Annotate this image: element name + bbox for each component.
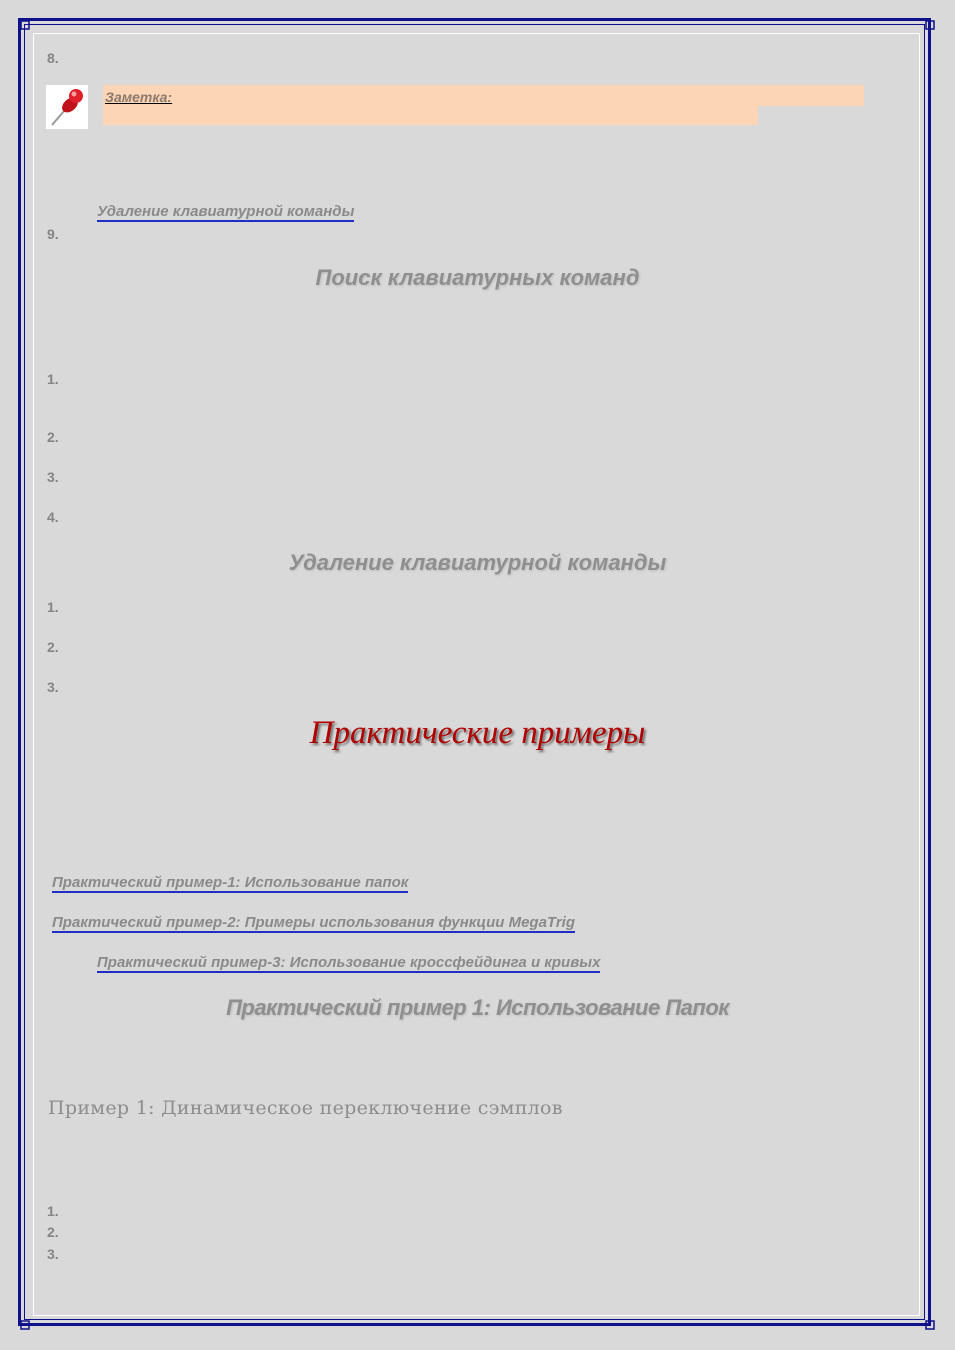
corner-ornament-icon [925,20,935,30]
list-number: 3. [47,1246,59,1262]
list-number: 8. [47,50,59,66]
link-example-3[interactable]: Практический пример-3: Использование кроссфейдинга и кривых [97,954,601,971]
subheading-example-1: Пример 1: Динамическое переключение сэмплов [48,1097,563,1119]
list-number: 9. [47,226,59,242]
list-number: 3. [47,679,59,695]
list-number: 2. [47,1224,59,1240]
heading-example-1: Практический пример 1: Использование Папок [226,995,729,1020]
note-label: Заметка: [105,89,173,105]
list-number: 1. [47,371,59,387]
list-number: 1. [47,599,59,615]
heading-delete-command: Удаление клавиатурной команды [288,550,667,575]
heading-search-commands: Поиск клавиатурных команд [315,265,640,290]
corner-ornament-icon [20,1320,30,1330]
list-number: 3. [47,469,59,485]
link-delete-command[interactable]: Удаление клавиатурной команды [97,203,355,220]
note-highlight [103,85,864,106]
corner-ornament-icon [20,20,30,30]
list-number: 1. [47,1203,59,1219]
note-highlight [103,106,758,125]
link-example-1[interactable]: Практический пример-1: Использование папок [52,874,409,891]
list-number: 2. [47,639,59,655]
pushpin-icon [46,85,88,129]
list-number: 4. [47,509,59,525]
heading-practical-examples: Практические примеры [309,715,646,751]
page-content-area [33,33,920,1316]
link-example-2[interactable]: Практический пример-2: Примеры использования функции MegaTrig [52,914,575,931]
list-number: 2. [47,429,59,445]
corner-ornament-icon [925,1320,935,1330]
